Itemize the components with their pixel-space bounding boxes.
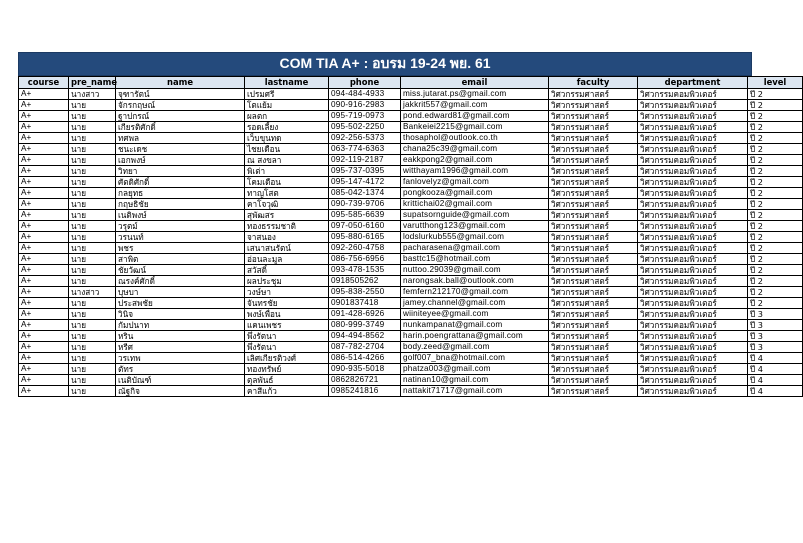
cell-lastname[interactable]: จาสนอง <box>245 232 329 243</box>
cell-email[interactable]: varutthong123@gmail.com <box>401 221 549 232</box>
cell-pre-name[interactable]: นาย <box>69 386 116 397</box>
cell-name[interactable]: วิทยา <box>116 166 245 177</box>
cell-email[interactable]: pacharasena@gmail.com <box>401 243 549 254</box>
cell-phone[interactable]: 0862826721 <box>329 375 401 386</box>
cell-name[interactable]: กลยุทธ <box>116 188 245 199</box>
cell-lastname[interactable]: เสนาสนรัตน์ <box>245 243 329 254</box>
cell-faculty[interactable]: วิศวกรรมศาสตร์ <box>549 386 638 397</box>
table-row <box>19 265 803 276</box>
cell-name[interactable]: พชร <box>116 243 245 254</box>
cell-phone[interactable]: 090-935-5018 <box>329 364 401 375</box>
table-row <box>19 221 803 232</box>
cell-level[interactable]: ปี 4 <box>748 375 803 386</box>
column-header-email[interactable]: email <box>401 77 549 89</box>
cell-department[interactable]: วิศวกรรมคอมพิวเตอร์ <box>638 287 748 298</box>
cell-email[interactable]: chana25c39@gmail.com <box>401 144 549 155</box>
cell-name[interactable]: เนติบัณฑ์ <box>116 375 245 386</box>
cell-phone[interactable]: 063-774-6363 <box>329 144 401 155</box>
cell-level[interactable]: ปี 4 <box>748 353 803 364</box>
table-row <box>19 331 803 342</box>
cell-pre-name[interactable]: นาย <box>69 133 116 144</box>
cell-department[interactable]: วิศวกรรมคอมพิวเตอร์ <box>638 188 748 199</box>
cell-email[interactable]: basttc15@hotmail.com <box>401 254 549 265</box>
cell-name[interactable]: วินิจ <box>116 309 245 320</box>
cell-phone[interactable]: 097-050-6160 <box>329 221 401 232</box>
cell-pre-name[interactable]: นาย <box>69 221 116 232</box>
cell-faculty[interactable]: วิศวกรรมศาสตร์ <box>549 276 638 287</box>
cell-name[interactable]: ณัฐกิจ <box>116 386 245 397</box>
table-row <box>19 133 803 144</box>
data-table <box>18 76 803 397</box>
cell-email[interactable]: nunkampanat@gmail.com <box>401 320 549 331</box>
cell-course[interactable]: A+ <box>19 133 69 144</box>
cell-phone[interactable]: 0918505262 <box>329 276 401 287</box>
cell-course[interactable]: A+ <box>19 100 69 111</box>
cell-course[interactable]: A+ <box>19 287 69 298</box>
cell-name[interactable]: สาพิต <box>116 254 245 265</box>
cell-lastname[interactable]: ไชยเดือน <box>245 144 329 155</box>
cell-lastname[interactable]: เว็บขุนทด <box>245 133 329 144</box>
cell-pre-name[interactable]: นางสาว <box>69 287 116 298</box>
cell-phone[interactable]: 094-484-4933 <box>329 89 401 100</box>
cell-pre-name[interactable]: นาย <box>69 188 116 199</box>
cell-level[interactable]: ปี 2 <box>748 221 803 232</box>
cell-course[interactable]: A+ <box>19 210 69 221</box>
cell-faculty[interactable]: วิศวกรรมศาสตร์ <box>549 298 638 309</box>
cell-department[interactable]: วิศวกรรมคอมพิวเตอร์ <box>638 199 748 210</box>
cell-level[interactable]: ปี 2 <box>748 265 803 276</box>
sheet-title[interactable]: COM TIA A+ : อบรม 19-24 พย. 61 <box>18 52 752 76</box>
cell-pre-name[interactable]: นาย <box>69 111 116 122</box>
column-header-name[interactable]: name <box>116 77 245 89</box>
cell-level[interactable]: ปี 2 <box>748 199 803 210</box>
cell-faculty[interactable]: วิศวกรรมศาสตร์ <box>549 353 638 364</box>
cell-level[interactable]: ปี 4 <box>748 386 803 397</box>
cell-lastname[interactable]: พึ่งรัตนา <box>245 331 329 342</box>
cell-phone[interactable]: 080-999-3749 <box>329 320 401 331</box>
table-row <box>19 298 803 309</box>
cell-department[interactable]: วิศวกรรมคอมพิวเตอร์ <box>638 265 748 276</box>
cell-email[interactable]: femfern212170@gmail.com <box>401 287 549 298</box>
cell-level[interactable]: ปี 3 <box>748 320 803 331</box>
cell-name[interactable]: วรเทพ <box>116 353 245 364</box>
cell-lastname[interactable]: คาสีแก้ว <box>245 386 329 397</box>
cell-pre-name[interactable]: นาย <box>69 320 116 331</box>
cell-phone[interactable]: 0901837418 <box>329 298 401 309</box>
cell-phone[interactable]: 095-838-2550 <box>329 287 401 298</box>
column-header-faculty[interactable]: faculty <box>549 77 638 89</box>
cell-phone[interactable]: 091-428-6926 <box>329 309 401 320</box>
cell-name[interactable]: ณรงค์ศักดิ์ <box>116 276 245 287</box>
table-row <box>19 364 803 375</box>
table-row <box>19 155 803 166</box>
cell-name[interactable]: เอกพงษ์ <box>116 155 245 166</box>
cell-lastname[interactable]: ผลประชุม <box>245 276 329 287</box>
cell-level[interactable]: ปี 2 <box>748 188 803 199</box>
cell-email[interactable]: fanlovelyz@gmail.com <box>401 177 549 188</box>
cell-email[interactable]: wiiniteyee@gmail.com <box>401 309 549 320</box>
cell-faculty[interactable]: วิศวกรรมศาสตร์ <box>549 232 638 243</box>
cell-course[interactable]: A+ <box>19 155 69 166</box>
cell-faculty[interactable]: วิศวกรรมศาสตร์ <box>549 188 638 199</box>
cell-pre-name[interactable]: นาย <box>69 353 116 364</box>
cell-department[interactable]: วิศวกรรมคอมพิวเตอร์ <box>638 221 748 232</box>
cell-department[interactable]: วิศวกรรมคอมพิวเตอร์ <box>638 133 748 144</box>
cell-lastname[interactable]: แคนเพชร <box>245 320 329 331</box>
table-row <box>19 100 803 111</box>
cell-department[interactable]: วิศวกรรมคอมพิวเตอร์ <box>638 89 748 100</box>
cell-level[interactable]: ปี 4 <box>748 364 803 375</box>
cell-email[interactable]: phatza003@gmail.com <box>401 364 549 375</box>
cell-name[interactable]: บุษบา <box>116 287 245 298</box>
cell-department[interactable]: วิศวกรรมคอมพิวเตอร์ <box>638 177 748 188</box>
cell-level[interactable]: ปี 2 <box>748 210 803 221</box>
cell-level[interactable]: ปี 2 <box>748 111 803 122</box>
cell-pre-name[interactable]: นาย <box>69 254 116 265</box>
cell-faculty[interactable]: วิศวกรรมศาสตร์ <box>549 199 638 210</box>
cell-email[interactable]: krittichai02@gmail.com <box>401 199 549 210</box>
table-row <box>19 111 803 122</box>
cell-faculty[interactable]: วิศวกรรมศาสตร์ <box>549 254 638 265</box>
cell-phone[interactable]: 095-880-6165 <box>329 232 401 243</box>
table-row <box>19 177 803 188</box>
cell-lastname[interactable]: ตุลพันธ์ <box>245 375 329 386</box>
cell-lastname[interactable]: ทองธรรมชาติ <box>245 221 329 232</box>
table-row <box>19 232 803 243</box>
cell-course[interactable]: A+ <box>19 342 69 353</box>
cell-phone[interactable]: 095-502-2250 <box>329 122 401 133</box>
cell-pre-name[interactable]: นาย <box>69 155 116 166</box>
cell-email[interactable]: eakkpong2@gmail.com <box>401 155 549 166</box>
table-row <box>19 122 803 133</box>
cell-name[interactable]: จุฑารัตน์ <box>116 89 245 100</box>
cell-department[interactable]: วิศวกรรมคอมพิวเตอร์ <box>638 166 748 177</box>
cell-lastname[interactable]: คาโจวุฒิ <box>245 199 329 210</box>
cell-faculty[interactable]: วิศวกรรมศาสตร์ <box>549 210 638 221</box>
cell-level[interactable]: ปี 2 <box>748 298 803 309</box>
cell-level[interactable]: ปี 2 <box>748 254 803 265</box>
cell-faculty[interactable]: วิศวกรรมศาสตร์ <box>549 243 638 254</box>
cell-course[interactable]: A+ <box>19 89 69 100</box>
cell-phone[interactable]: 087-782-2704 <box>329 342 401 353</box>
table-row <box>19 254 803 265</box>
cell-pre-name[interactable]: นางสาว <box>69 89 116 100</box>
cell-department[interactable]: วิศวกรรมคอมพิวเตอร์ <box>638 320 748 331</box>
cell-pre-name[interactable]: นาย <box>69 298 116 309</box>
cell-name[interactable]: ศัตดิศักดิ์ <box>116 177 245 188</box>
cell-level[interactable]: ปี 2 <box>748 276 803 287</box>
cell-email[interactable]: golf007_bna@hotmail.com <box>401 353 549 364</box>
cell-faculty[interactable]: วิศวกรรมศาสตร์ <box>549 309 638 320</box>
cell-department[interactable]: วิศวกรรมคอมพิวเตอร์ <box>638 243 748 254</box>
cell-faculty[interactable]: วิศวกรรมศาสตร์ <box>549 342 638 353</box>
cell-email[interactable]: harin.poengrattana@gmail.com <box>401 331 549 342</box>
cell-department[interactable]: วิศวกรรมคอมพิวเตอร์ <box>638 276 748 287</box>
cell-phone[interactable]: 092-256-5373 <box>329 133 401 144</box>
cell-department[interactable]: วิศวกรรมคอมพิวเตอร์ <box>638 375 748 386</box>
column-header-phone[interactable]: phone <box>329 77 401 89</box>
cell-department[interactable]: วิศวกรรมคอมพิวเตอร์ <box>638 111 748 122</box>
cell-faculty[interactable]: วิศวกรรมศาสตร์ <box>549 166 638 177</box>
cell-name[interactable]: ทศพล <box>116 133 245 144</box>
spreadsheet <box>18 52 787 397</box>
cell-pre-name[interactable]: นาย <box>69 232 116 243</box>
cell-faculty[interactable]: วิศวกรรมศาสตร์ <box>549 111 638 122</box>
cell-level[interactable]: ปี 2 <box>748 122 803 133</box>
cell-lastname[interactable]: โคมเดือน <box>245 177 329 188</box>
cell-pre-name[interactable]: นาย <box>69 243 116 254</box>
cell-phone[interactable]: 086-756-6956 <box>329 254 401 265</box>
cell-course[interactable]: A+ <box>19 122 69 133</box>
cell-email[interactable]: body.zeed@gmail.com <box>401 342 549 353</box>
cell-level[interactable]: ปี 2 <box>748 89 803 100</box>
column-header-level[interactable]: level <box>748 77 803 89</box>
table-body <box>19 89 803 397</box>
cell-faculty[interactable]: วิศวกรรมศาสตร์ <box>549 375 638 386</box>
cell-lastname[interactable]: ผลตก <box>245 111 329 122</box>
cell-faculty[interactable]: วิศวกรรมศาสตร์ <box>549 100 638 111</box>
cell-course[interactable]: A+ <box>19 243 69 254</box>
cell-faculty[interactable]: วิศวกรรมศาสตร์ <box>549 89 638 100</box>
cell-pre-name[interactable]: นาย <box>69 265 116 276</box>
cell-phone[interactable]: 095-147-4172 <box>329 177 401 188</box>
cell-name[interactable]: หริน <box>116 331 245 342</box>
cell-name[interactable]: ตัทร <box>116 364 245 375</box>
cell-lastname[interactable]: วงษ์ษา <box>245 287 329 298</box>
cell-email[interactable]: nattakit71717@gmail.com <box>401 386 549 397</box>
table-row <box>19 309 803 320</box>
cell-department[interactable]: วิศวกรรมคอมพิวเตอร์ <box>638 210 748 221</box>
cell-pre-name[interactable]: นาย <box>69 364 116 375</box>
cell-lastname[interactable]: โตแย้ม <box>245 100 329 111</box>
cell-pre-name[interactable]: นาย <box>69 177 116 188</box>
cell-pre-name[interactable]: นาย <box>69 309 116 320</box>
cell-phone[interactable]: 092-119-2187 <box>329 155 401 166</box>
cell-name[interactable]: หรีศ <box>116 342 245 353</box>
cell-email[interactable]: thosaphol@outlook.co.th <box>401 133 549 144</box>
cell-course[interactable]: A+ <box>19 166 69 177</box>
cell-phone[interactable]: 095-585-6639 <box>329 210 401 221</box>
cell-faculty[interactable]: วิศวกรรมศาสตร์ <box>549 265 638 276</box>
cell-lastname[interactable]: ทาญโสต <box>245 188 329 199</box>
cell-phone[interactable]: 095-719-0973 <box>329 111 401 122</box>
cell-phone[interactable]: 094-494-8562 <box>329 331 401 342</box>
cell-phone[interactable]: 085-042-1374 <box>329 188 401 199</box>
cell-email[interactable]: nuttoo.29039@gmail.com <box>401 265 549 276</box>
cell-course[interactable]: A+ <box>19 188 69 199</box>
cell-faculty[interactable]: วิศวกรรมศาสตร์ <box>549 133 638 144</box>
cell-pre-name[interactable]: นาย <box>69 199 116 210</box>
table-row <box>19 166 803 177</box>
cell-name[interactable]: ชัยวัฒน์ <box>116 265 245 276</box>
cell-department[interactable]: วิศวกรรมคอมพิวเตอร์ <box>638 342 748 353</box>
cell-department[interactable]: วิศวกรรมคอมพิวเตอร์ <box>638 298 748 309</box>
cell-faculty[interactable]: วิศวกรรมศาสตร์ <box>549 155 638 166</box>
cell-name[interactable]: กัมปนาท <box>116 320 245 331</box>
cell-course[interactable]: A+ <box>19 221 69 232</box>
cell-course[interactable]: A+ <box>19 254 69 265</box>
cell-faculty[interactable]: วิศวกรรมศาสตร์ <box>549 177 638 188</box>
cell-name[interactable]: เนติพงษ์ <box>116 210 245 221</box>
cell-department[interactable]: วิศวกรรมคอมพิวเตอร์ <box>638 144 748 155</box>
cell-level[interactable]: ปี 2 <box>748 166 803 177</box>
cell-faculty[interactable]: วิศวกรรมศาสตร์ <box>549 122 638 133</box>
cell-level[interactable]: ปี 2 <box>748 144 803 155</box>
cell-phone[interactable]: 090-916-2983 <box>329 100 401 111</box>
table-row <box>19 210 803 221</box>
cell-name[interactable]: ชนะเดช <box>116 144 245 155</box>
cell-email[interactable]: jamey.channel@gmail.com <box>401 298 549 309</box>
cell-course[interactable]: A+ <box>19 320 69 331</box>
column-header-department[interactable]: department <box>638 77 748 89</box>
cell-faculty[interactable]: วิศวกรรมศาสตร์ <box>549 221 638 232</box>
cell-department[interactable]: วิศวกรรมคอมพิวเตอร์ <box>638 309 748 320</box>
cell-pre-name[interactable]: นาย <box>69 100 116 111</box>
cell-email[interactable]: miss.jutarat.ps@gmail.com <box>401 89 549 100</box>
cell-department[interactable]: วิศวกรรมคอมพิวเตอร์ <box>638 232 748 243</box>
cell-email[interactable]: lodslurkub555@gmail.com <box>401 232 549 243</box>
cell-course[interactable]: A+ <box>19 144 69 155</box>
cell-phone[interactable]: 095-737-0395 <box>329 166 401 177</box>
cell-course[interactable]: A+ <box>19 364 69 375</box>
cell-department[interactable]: วิศวกรรมคอมพิวเตอร์ <box>638 100 748 111</box>
cell-lastname[interactable]: พิเต่า <box>245 166 329 177</box>
cell-phone[interactable]: 0985241816 <box>329 386 401 397</box>
cell-department[interactable]: วิศวกรรมคอมพิวเตอร์ <box>638 353 748 364</box>
cell-phone[interactable]: 093-478-1535 <box>329 265 401 276</box>
cell-department[interactable]: วิศวกรรมคอมพิวเตอร์ <box>638 386 748 397</box>
cell-email[interactable]: Bankeiei2215@gmail.com <box>401 122 549 133</box>
cell-level[interactable]: ปี 2 <box>748 232 803 243</box>
cell-name[interactable]: วรนนท์ <box>116 232 245 243</box>
cell-lastname[interactable]: สุพัฒสร <box>245 210 329 221</box>
table-row <box>19 199 803 210</box>
cell-lastname[interactable]: สวัสดิ์ <box>245 265 329 276</box>
cell-course[interactable]: A+ <box>19 375 69 386</box>
cell-course[interactable]: A+ <box>19 265 69 276</box>
cell-name[interactable]: เกียรติศักดิ์ <box>116 122 245 133</box>
cell-email[interactable]: natinan10@gmail.com <box>401 375 549 386</box>
table-row <box>19 375 803 386</box>
cell-course[interactable]: A+ <box>19 177 69 188</box>
cell-course[interactable]: A+ <box>19 199 69 210</box>
cell-department[interactable]: วิศวกรรมคอมพิวเตอร์ <box>638 122 748 133</box>
cell-phone[interactable]: 092-260-4758 <box>329 243 401 254</box>
table-row <box>19 89 803 100</box>
cell-level[interactable]: ปี 2 <box>748 155 803 166</box>
cell-lastname[interactable]: พึ่งรัตนา <box>245 342 329 353</box>
table-row <box>19 287 803 298</box>
cell-level[interactable]: ปี 3 <box>748 309 803 320</box>
cell-course[interactable]: A+ <box>19 276 69 287</box>
cell-name[interactable]: ฐาปกรณ์ <box>116 111 245 122</box>
cell-lastname[interactable]: เลิศเกียรติวงศ์ <box>245 353 329 364</box>
table-row <box>19 342 803 353</box>
cell-email[interactable]: supatsornguide@gmail.com <box>401 210 549 221</box>
cell-lastname[interactable]: รอดเลี้ยง <box>245 122 329 133</box>
cell-faculty[interactable]: วิศวกรรมศาสตร์ <box>549 287 638 298</box>
cell-department[interactable]: วิศวกรรมคอมพิวเตอร์ <box>638 254 748 265</box>
header-row <box>19 77 803 89</box>
column-header-pre-name[interactable]: pre_name <box>69 77 116 89</box>
table-row <box>19 188 803 199</box>
cell-pre-name[interactable]: นาย <box>69 276 116 287</box>
cell-email[interactable]: pond.edward81@gmail.com <box>401 111 549 122</box>
column-header-course[interactable]: course <box>19 77 69 89</box>
cell-pre-name[interactable]: นาย <box>69 375 116 386</box>
cell-department[interactable]: วิศวกรรมคอมพิวเตอร์ <box>638 364 748 375</box>
cell-course[interactable]: A+ <box>19 309 69 320</box>
cell-lastname[interactable]: อ่อนละมูล <box>245 254 329 265</box>
table-row <box>19 144 803 155</box>
cell-name[interactable]: วรุตม์ <box>116 221 245 232</box>
cell-phone[interactable]: 090-739-9706 <box>329 199 401 210</box>
cell-lastname[interactable]: พงษ์เพื่อน <box>245 309 329 320</box>
cell-name[interactable]: ประสพชัย <box>116 298 245 309</box>
table-row <box>19 386 803 397</box>
column-header-lastname[interactable]: lastname <box>245 77 329 89</box>
cell-pre-name[interactable]: นาย <box>69 166 116 177</box>
cell-pre-name[interactable]: นาย <box>69 122 116 133</box>
cell-course[interactable]: A+ <box>19 386 69 397</box>
cell-level[interactable]: ปี 2 <box>748 100 803 111</box>
cell-course[interactable]: A+ <box>19 298 69 309</box>
cell-lastname[interactable]: เปรมศรี <box>245 89 329 100</box>
cell-level[interactable]: ปี 2 <box>748 133 803 144</box>
cell-lastname[interactable]: ทองทรัพย์ <box>245 364 329 375</box>
cell-department[interactable]: วิศวกรรมคอมพิวเตอร์ <box>638 331 748 342</box>
cell-pre-name[interactable]: นาย <box>69 342 116 353</box>
table-row <box>19 243 803 254</box>
cell-pre-name[interactable]: นาย <box>69 144 116 155</box>
cell-name[interactable]: จักรกฤษณ์ <box>116 100 245 111</box>
cell-level[interactable]: ปี 2 <box>748 287 803 298</box>
cell-level[interactable]: ปี 2 <box>748 177 803 188</box>
cell-level[interactable]: ปี 2 <box>748 243 803 254</box>
cell-faculty[interactable]: วิศวกรรมศาสตร์ <box>549 144 638 155</box>
cell-faculty[interactable]: วิศวกรรมศาสตร์ <box>549 320 638 331</box>
cell-email[interactable]: witthayam1996@gmail.com <box>401 166 549 177</box>
cell-lastname[interactable]: ณ สงขลา <box>245 155 329 166</box>
cell-course[interactable]: A+ <box>19 232 69 243</box>
cell-faculty[interactable]: วิศวกรรมศาสตร์ <box>549 331 638 342</box>
table-row <box>19 276 803 287</box>
cell-lastname[interactable]: จันทรชัย <box>245 298 329 309</box>
cell-pre-name[interactable]: นาย <box>69 331 116 342</box>
cell-faculty[interactable]: วิศวกรรมศาสตร์ <box>549 364 638 375</box>
cell-email[interactable]: narongsak.ball@outlook.com <box>401 276 549 287</box>
cell-name[interactable]: กฤษธิชัย <box>116 199 245 210</box>
cell-phone[interactable]: 086-514-4266 <box>329 353 401 364</box>
cell-email[interactable]: pongkooza@gmail.com <box>401 188 549 199</box>
cell-department[interactable]: วิศวกรรมคอมพิวเตอร์ <box>638 155 748 166</box>
cell-course[interactable]: A+ <box>19 111 69 122</box>
cell-pre-name[interactable]: นาย <box>69 210 116 221</box>
cell-course[interactable]: A+ <box>19 331 69 342</box>
table-row <box>19 353 803 364</box>
cell-course[interactable]: A+ <box>19 353 69 364</box>
cell-level[interactable]: ปี 3 <box>748 342 803 353</box>
cell-email[interactable]: jakkrit557@gmail.com <box>401 100 549 111</box>
table-row <box>19 320 803 331</box>
cell-level[interactable]: ปี 3 <box>748 331 803 342</box>
